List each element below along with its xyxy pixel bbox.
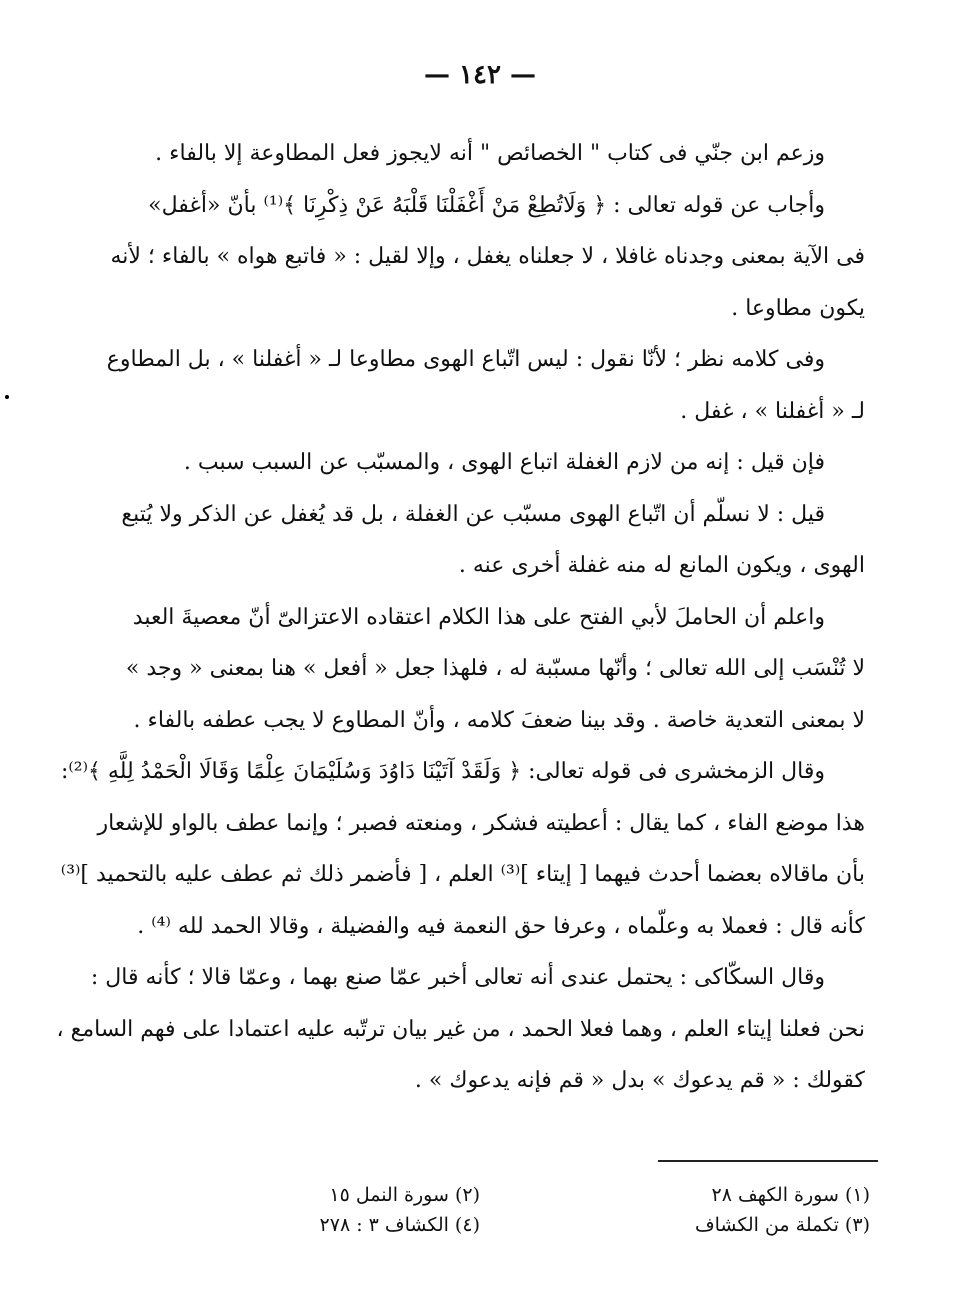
text-line: وأجاب عن قوله تعالى : ﴿ وَلَاتُطِعْ مَنْ أَغْفَلْنَا قَلْبَهُ عَنْ ذِكْرِنَا ﴾⁽¹⁾ بأنّ «أغفل» <box>148 192 825 218</box>
footnote-row <box>80 1210 870 1240</box>
text-line: لـ « أغفلنا » ، غفل . <box>680 398 865 424</box>
main-text <box>56 128 865 1107</box>
text-line: واعلم أن الحاملَ لأبي الفتح على هذا الكلام اعتقاده الاعتزالىّ أنّ معصيةَ العبد <box>132 604 825 630</box>
text-line: الهوى ، ويكون المانع له منه غفلة أخرى عنه . <box>458 553 865 578</box>
text-line: نحن فعلنا إيتاء العلم ، وهما فعلا الحمد ، من غير بيان ترتّبه عليه اعتمادا على فهم السامع ، <box>56 1016 865 1042</box>
text-line: لا بمعنى التعدية خاصة . وقد بينا ضعفَ كلامه ، وأنّ المطاوع لا يجب عطفه بالفاء . <box>133 707 865 733</box>
text-line: فى الآية بمعنى وجدناه غافلا ، لا جعلناه يغفل ، وإلا لقيل : « فاتبع هواه » بالفاء ؛ لأنه <box>110 244 865 269</box>
footnotes <box>80 1180 870 1240</box>
text-line: فإن قيل : إنه من لازم الغفلة اتباع الهوى ، والمسبّب عن السبب سبب . <box>183 450 825 475</box>
paragraph-question <box>75 437 865 489</box>
footnote-row <box>80 1180 870 1210</box>
paragraph-answer <box>75 489 865 592</box>
footnote-4: (٤) الكشاف ٣ : ٢٧٨ <box>319 1214 480 1236</box>
paragraph-reply <box>75 180 865 335</box>
text-line: كأنه قال : فعملا به وعلّماه ، وعرفا حق النعمة فيه والفضيلة ، وقالا الحمد لله ⁽⁴⁾ . <box>137 913 865 939</box>
text-line: وقال الزمخشرى فى قوله تعالى: ﴿ وَلَقَدْ آتَيْنَا دَاوُدَ وَسُلَيْمَانَ عِلْمًا وَقَالَا الْحَمْدُ لِلَّهِ ﴾⁽²⁾: <box>60 759 825 784</box>
text-line: وفى كلامه نظر ؛ لأنّا نقول : ليس اتّباع الهوى مطاوعا لـ « أغفلنا » ، بل المطاوع <box>106 347 825 372</box>
paragraph-objection <box>75 334 865 437</box>
footnote-2: (٢) سورة النمل ١٥ <box>329 1184 480 1206</box>
page-number: — ١٤٢ — <box>423 60 537 90</box>
text-line: وقال السكّاكى : يحتمل عندى أنه تعالى أخبر عمّا صنع بهما ، وعمّا قالا ؛ كأنه قال : <box>90 965 825 990</box>
footnote-1: (١) سورة الكهف ٢٨ <box>711 1184 870 1206</box>
text-line: كقولك : « قم يدعوك » بدل « قم فإنه يدعوك » . <box>414 1068 865 1093</box>
text-line: هذا موضع الفاء ، كما يقال : أعطيته فشكر ، ومنعته فصبر ؛ وإنما عطف بالواو للإشعار <box>97 810 865 836</box>
paragraph-ibn-jinni <box>75 128 865 180</box>
scan-speck <box>5 395 9 399</box>
paragraph-motive <box>75 592 865 747</box>
paragraph-sakkaki <box>56 952 865 1107</box>
text-line: بأن ماقالاه بعضما أحدث فيهما [ إيتاء ]⁽³⁾ العلم ، [ فأضمر ذلك ثم عطف عليه بالتحميد ]⁽³⁾ <box>60 862 865 887</box>
paragraph-zamakhshari <box>60 746 865 952</box>
text-line: وزعم ابن جنّي فى كتاب " الخصائص " أنه لايجوز فعل المطاوعة إلا بالفاء . <box>155 141 825 166</box>
text-line: يكون مطاوعا . <box>731 295 865 321</box>
footnote-divider <box>658 1160 878 1162</box>
text-line: قيل : لا نسلّم أن اتّباع الهوى مسبّب عن الغفلة ، بل قد يُغفل عن الذكر ولا يُتبع <box>121 501 825 527</box>
footnote-3: (٣) تكملة من الكشاف <box>694 1214 870 1236</box>
text-line: لا تُنْسَب إلى الله تعالى ؛ وأنّها مسبّبة له ، فلهذا جعل « أفعل » هنا بمعنى « وجد » <box>125 656 865 681</box>
